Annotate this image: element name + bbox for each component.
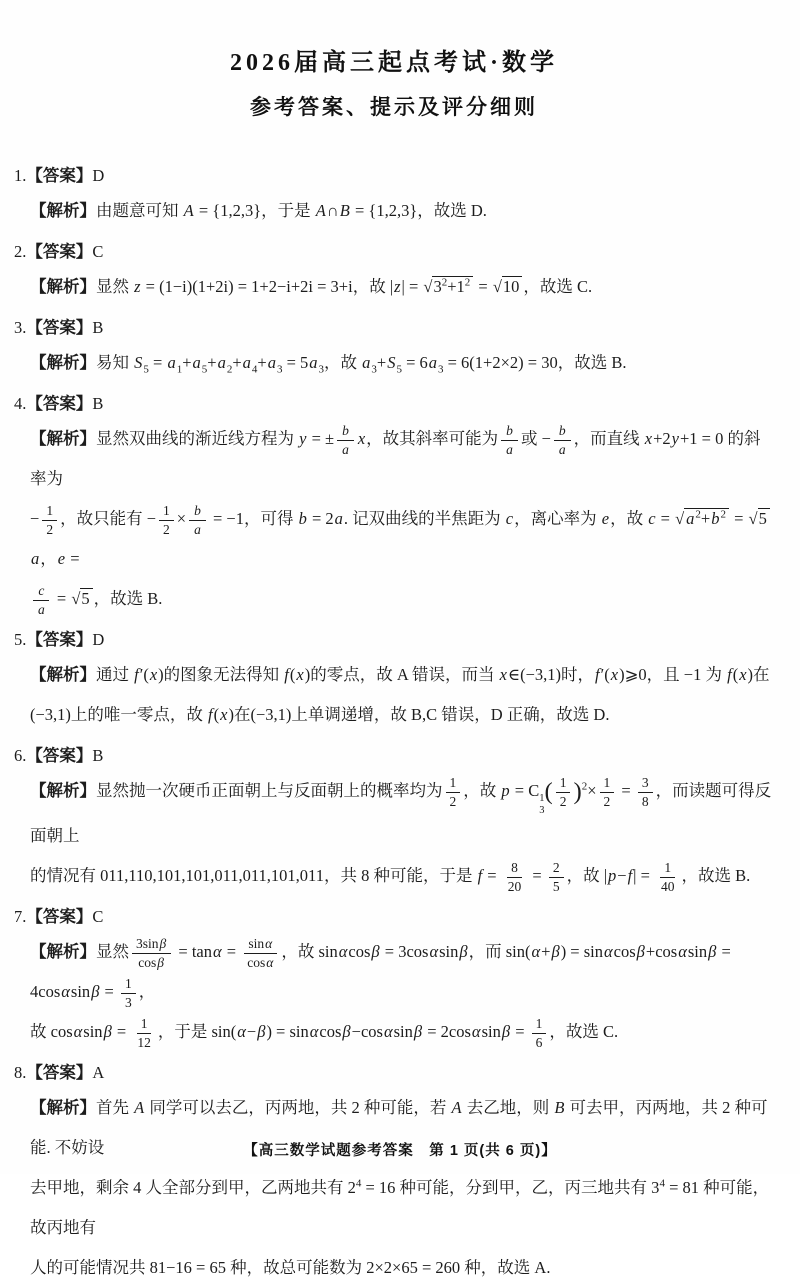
answer-letter: B xyxy=(92,318,104,337)
explanation xyxy=(14,1088,774,1288)
question-number: 5. xyxy=(14,630,27,649)
answer-letter: D xyxy=(92,630,105,649)
analysis-label: 【解析】 xyxy=(30,429,96,448)
explanation-line: 【解析】显然 z = (1−i)(1+2i) = 1+2−i+2i = 3+i，故 $|z| = √3^2+1^2 = √10$ ，故选 C. xyxy=(30,276,593,296)
question-number: 6. xyxy=(14,746,27,765)
explanation-line: 故 cosαsinβ = $\frac{1}{12}$ ，于是 sin(α−β) = sinαcosβ−cosαsinβ = 2cosαsinβ = $\frac{1}{6}$ ，故选 C. xyxy=(30,1016,619,1050)
analysis-label: 【解析】 xyxy=(30,277,96,296)
explanation xyxy=(14,191,774,231)
question-number: 7. xyxy=(14,907,27,927)
answer-label: 【答案】 xyxy=(26,394,93,413)
explanation xyxy=(14,343,774,383)
answer-letter: C xyxy=(92,907,104,927)
answer-line xyxy=(14,313,774,343)
answer-item xyxy=(14,237,774,307)
explanation xyxy=(14,932,774,1052)
explanation-line: $\frac{c}{a}$ = √5 ，故选 B. xyxy=(30,579,774,619)
answer-line xyxy=(14,237,774,267)
explanation-line: (−3,1)上的唯一零点，故 f(x)在(−3,1)上单调递增，故 B,C 错误，D 正确，故选 D. xyxy=(30,705,610,724)
page-subtitle: 参考答案、提示及评分细则 xyxy=(250,96,538,119)
analysis-label: 【解析】 xyxy=(30,353,96,372)
answer-label: 【答案】 xyxy=(26,242,93,261)
page-title: 2026届高三起点考试·数学 xyxy=(229,50,558,76)
answer-letter: D xyxy=(92,166,105,185)
question-number: 4. xyxy=(14,394,27,413)
question-number: 8. xyxy=(14,1063,27,1083)
answer-letter: B xyxy=(92,746,104,765)
explanation-line: 【解析】易知 $S_5 = a_1+a_5+a_2+a_4+a_3 = 5a_3$，故 $a_3+S_5 = 6a_3 = 6(1+2\times 2) = 30$，故选 B. xyxy=(30,353,627,376)
answer-letter: C xyxy=(92,242,104,261)
page-footer: 【高三数学试题参考答案 第 1 页(共 6 页)】 xyxy=(243,1143,557,1159)
explanation-line: − $\frac{1}{2}$ ，故只能有 − $\frac{1}{2}$ × $\frac{b}{a}$ = −1，可得 b = 2a. 记双曲线的半焦距为 c，离心率为 e，故 c = √ $a^2+b^2 = √5a$，e = xyxy=(30,499,774,579)
explanation-line: 去甲地，剩余 4 人全部分到甲，乙两地共有 $2^4 = 16$ 种可能，分到甲，乙，丙三地共有 $3^4 = 81$ 种可能，故丙地有 xyxy=(30,1177,770,1238)
answer-item xyxy=(14,902,774,1052)
analysis-label: 【解析】 xyxy=(30,1098,96,1118)
answer-label: 【答案】 xyxy=(26,746,93,765)
analysis-label: 【解析】 xyxy=(30,665,96,684)
question-number: 1. xyxy=(14,166,27,185)
answer-item xyxy=(14,1058,774,1288)
answer-label: 【答案】 xyxy=(26,1063,93,1083)
explanation xyxy=(14,267,774,307)
question-number: 2. xyxy=(14,242,27,261)
answer-label: 【答案】 xyxy=(26,166,93,185)
explanation-line: 【解析】显然双曲线的渐近线方程为 y = ± $\frac{b}{a}$ x，故其斜率可能为 $\frac{b}{a}$ 或 − $\frac{b}{a}$ ，而直线 x+2y+1 = 0 的斜率为 xyxy=(30,423,761,488)
explanation xyxy=(14,419,774,619)
explanation-line: 【解析】显然 $\frac{3\sin\beta}{\cos\beta}$ = tanα = $\frac{\sin\alpha}{\cos\alpha}$ ，故 sinαcosβ = 3cosαsinβ，而 sin(α+β) = sinαcosβ+cosαsinβ = 4cosαsinβ = $\frac{1}{3}$ ， xyxy=(30,936,731,1010)
explanation-line: 【解析】通过 f′(x)的图象无法得知 f(x)的零点，故 A 错误，而当 x∈(−3,1)时，f′(x)⩾0，且 −1 为 f(x)在 xyxy=(30,665,770,684)
explanation xyxy=(14,655,774,735)
answer-line xyxy=(14,625,774,655)
answer-item xyxy=(14,741,774,896)
answer-label: 【答案】 xyxy=(26,318,93,337)
answer-item xyxy=(14,389,774,619)
answer-line xyxy=(14,902,774,932)
answer-item xyxy=(14,625,774,735)
question-number: 3. xyxy=(14,318,27,337)
analysis-label: 【解析】 xyxy=(30,942,96,962)
explanation-line: 【解析】显然抛一次硬币正面朝上与反面朝上的概率均为 $\frac{1}{2}$ ，故 p = C 1 3 ( $\frac{1}{2}$ )$^2$× $\frac{1}{2}$ = $\frac{3}{8}$ ，而读题可得反面朝上 xyxy=(30,775,772,846)
answer-letter: A xyxy=(92,1063,105,1083)
explanation-line: 【解析】由题意可知 A = {1,2,3}，于是 A∩B = {1,2,3}，故选 D. xyxy=(30,201,487,220)
explanation xyxy=(14,771,774,896)
explanation-line: 人的可能情况共 81−16 = 65 种，故总可能数为 2×2×65 = 260 种，故选 A. xyxy=(30,1258,551,1278)
explanation-line: 的情况有 011,110,101,101,011,011,101,011，共 8 种可能，于是 f = $\frac{8}{20}$ = $\frac{2}{5}$ ，故 |p−f| = $\frac{1}{40}$ ，故选 B. xyxy=(30,860,751,894)
answer-line xyxy=(14,741,774,771)
analysis-label: 【解析】 xyxy=(30,781,96,800)
answer-line xyxy=(14,161,774,191)
answer-letter: B xyxy=(92,394,104,413)
answer-label: 【答案】 xyxy=(26,630,93,649)
analysis-label: 【解析】 xyxy=(30,201,96,220)
answers-list xyxy=(14,161,774,1288)
answer-line xyxy=(14,389,774,419)
answer-line xyxy=(14,1058,774,1088)
answer-item xyxy=(14,161,774,231)
explanation-line: 【解析】首先 A 同学可以去乙，丙两地，共 2 种可能，若 A 去乙地，则 B 可去甲，丙两地，共 2 种可能. 不妨设 xyxy=(30,1098,768,1158)
answer-item xyxy=(14,313,774,383)
answer-label: 【答案】 xyxy=(26,907,93,927)
